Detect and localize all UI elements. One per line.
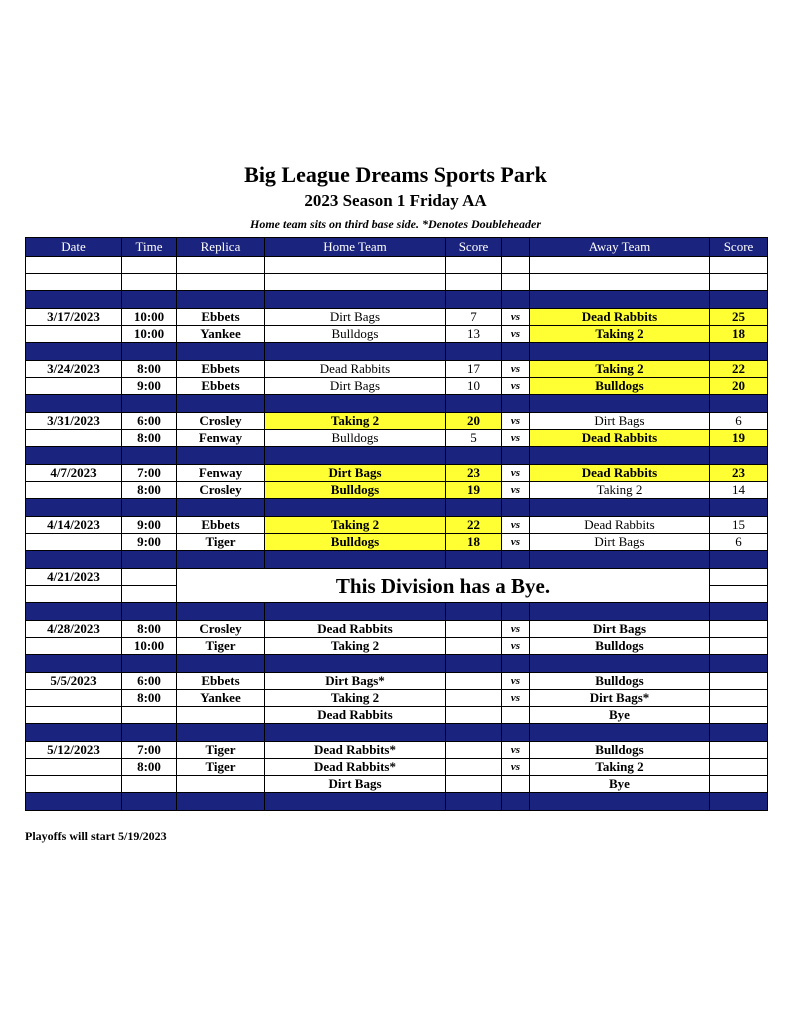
home-team-cell: Taking 2 [265, 690, 446, 707]
away-score-cell: 6 [710, 534, 768, 551]
week-separator-row [26, 447, 768, 465]
home-score-cell: 18 [446, 534, 502, 551]
date-cell: 3/24/2023 [26, 361, 122, 378]
time-cell [122, 586, 177, 603]
time-cell: 8:00 [122, 621, 177, 638]
col-header-home-score: Score [446, 238, 502, 257]
away-team-cell: Dead Rabbits [530, 465, 710, 482]
away-score-cell [710, 690, 768, 707]
replica-cell: Crosley [177, 413, 265, 430]
table-row [26, 361, 768, 378]
away-score-cell [710, 638, 768, 655]
col-header-time: Time [122, 238, 177, 257]
vs-cell: vs [502, 621, 530, 638]
replica-cell: Crosley [177, 482, 265, 499]
away-team-cell: Dead Rabbits [530, 309, 710, 326]
time-cell: 8:00 [122, 759, 177, 776]
page-title: Big League Dreams Sports Park [244, 162, 547, 187]
away-team-cell: Bulldogs [530, 638, 710, 655]
home-team-cell: Dead Rabbits* [265, 759, 446, 776]
replica-cell: Tiger [177, 742, 265, 759]
vs-cell: vs [502, 534, 530, 551]
away-team-cell: Dirt Bags [530, 621, 710, 638]
replica-cell: Yankee [177, 690, 265, 707]
replica-cell: Ebbets [177, 361, 265, 378]
time-cell: 10:00 [122, 309, 177, 326]
week-separator-row [26, 603, 768, 621]
away-score-cell: 20 [710, 378, 768, 395]
col-header-away-score: Score [710, 238, 768, 257]
time-cell: 10:00 [122, 326, 177, 343]
home-score-cell: 13 [446, 326, 502, 343]
home-team-cell: Dead Rabbits [265, 621, 446, 638]
away-score-cell: 18 [710, 326, 768, 343]
away-team-cell: Taking 2 [530, 482, 710, 499]
page-note: Home team sits on third base side. *Denotes Doubleheader [250, 217, 541, 231]
time-cell [122, 707, 177, 724]
away-score-cell: 23 [710, 465, 768, 482]
home-score-cell [446, 621, 502, 638]
away-team-cell: Bye [530, 707, 710, 724]
home-score-cell [446, 638, 502, 655]
home-score-cell [446, 707, 502, 724]
replica-cell [177, 776, 265, 793]
table-row [26, 430, 768, 447]
home-team-cell: Taking 2 [265, 517, 446, 534]
col-header-date: Date [26, 238, 122, 257]
away-score-cell [710, 742, 768, 759]
home-score-cell [446, 759, 502, 776]
vs-cell: vs [502, 517, 530, 534]
col-header-replica: Replica [177, 238, 265, 257]
home-team-cell: Dirt Bags [265, 309, 446, 326]
vs-cell [502, 707, 530, 724]
replica-cell: Tiger [177, 759, 265, 776]
time-cell: 8:00 [122, 690, 177, 707]
away-team-cell: Dead Rabbits [530, 430, 710, 447]
table-row [26, 534, 768, 551]
date-cell [26, 482, 122, 499]
vs-cell: vs [502, 361, 530, 378]
table-header-row [26, 238, 768, 257]
replica-cell: Tiger [177, 534, 265, 551]
away-score-cell [710, 673, 768, 690]
replica-cell: Yankee [177, 326, 265, 343]
replica-cell [177, 707, 265, 724]
home-score-cell: 5 [446, 430, 502, 447]
date-cell: 3/31/2023 [26, 413, 122, 430]
home-score-cell [446, 742, 502, 759]
home-score-cell: 7 [446, 309, 502, 326]
replica-cell: Tiger [177, 638, 265, 655]
playoffs-note: Playoffs will start 5/19/2023 [25, 829, 167, 843]
home-team-cell: Dirt Bags [265, 776, 446, 793]
away-team-cell: Taking 2 [530, 326, 710, 343]
home-score-cell: 17 [446, 361, 502, 378]
week-separator-row [26, 793, 768, 811]
vs-cell: vs [502, 378, 530, 395]
date-cell [26, 326, 122, 343]
week-separator-row [26, 655, 768, 673]
week-separator-row [26, 343, 768, 361]
time-cell: 7:00 [122, 742, 177, 759]
col-header-away-team: Away Team [530, 238, 710, 257]
away-team-cell: Dirt Bags* [530, 690, 710, 707]
away-team-cell: Dead Rabbits [530, 517, 710, 534]
table-row [26, 759, 768, 776]
table-row [26, 621, 768, 638]
home-team-cell: Taking 2 [265, 638, 446, 655]
blank-row [26, 274, 768, 291]
vs-cell: vs [502, 742, 530, 759]
home-team-cell: Bulldogs [265, 430, 446, 447]
replica-cell: Crosley [177, 621, 265, 638]
date-cell [26, 586, 122, 603]
date-cell [26, 638, 122, 655]
home-score-cell [446, 673, 502, 690]
vs-cell: vs [502, 673, 530, 690]
replica-cell: Ebbets [177, 378, 265, 395]
date-cell [26, 534, 122, 551]
home-score-cell: 20 [446, 413, 502, 430]
table-row [26, 569, 768, 586]
table-row [26, 378, 768, 395]
home-team-cell: Bulldogs [265, 534, 446, 551]
home-score-cell: 23 [446, 465, 502, 482]
vs-cell [502, 776, 530, 793]
home-team-cell: Dirt Bags* [265, 673, 446, 690]
replica-cell: Ebbets [177, 309, 265, 326]
vs-cell: vs [502, 759, 530, 776]
table-row [26, 673, 768, 690]
away-team-cell: Bulldogs [530, 742, 710, 759]
replica-cell: Ebbets [177, 517, 265, 534]
away-score-cell [710, 586, 768, 603]
date-cell: 5/12/2023 [26, 742, 122, 759]
time-cell: 8:00 [122, 430, 177, 447]
date-cell [26, 759, 122, 776]
home-team-cell: Dead Rabbits [265, 361, 446, 378]
bye-message: This Division has a Bye. [177, 569, 710, 603]
date-cell [26, 707, 122, 724]
home-score-cell: 22 [446, 517, 502, 534]
home-score-cell [446, 776, 502, 793]
away-score-cell [710, 569, 768, 586]
away-score-cell [710, 707, 768, 724]
replica-cell: Ebbets [177, 673, 265, 690]
away-team-cell: Bulldogs [530, 673, 710, 690]
col-header-home-team: Home Team [265, 238, 446, 257]
time-cell [122, 569, 177, 586]
date-cell: 4/28/2023 [26, 621, 122, 638]
vs-cell: vs [502, 430, 530, 447]
away-score-cell [710, 776, 768, 793]
table-row [26, 413, 768, 430]
away-score-cell [710, 621, 768, 638]
table-row [26, 482, 768, 499]
vs-cell: vs [502, 465, 530, 482]
away-score-cell: 19 [710, 430, 768, 447]
away-team-cell: Taking 2 [530, 759, 710, 776]
home-team-cell: Bulldogs [265, 326, 446, 343]
home-score-cell [446, 690, 502, 707]
date-cell: 5/5/2023 [26, 673, 122, 690]
table-row [26, 309, 768, 326]
away-team-cell: Dirt Bags [530, 413, 710, 430]
home-team-cell: Dead Rabbits [265, 707, 446, 724]
home-team-cell: Dirt Bags [265, 378, 446, 395]
home-score-cell: 19 [446, 482, 502, 499]
vs-cell: vs [502, 309, 530, 326]
home-team-cell: Taking 2 [265, 413, 446, 430]
replica-cell: Fenway [177, 430, 265, 447]
time-cell: 6:00 [122, 673, 177, 690]
time-cell: 9:00 [122, 517, 177, 534]
time-cell: 8:00 [122, 361, 177, 378]
away-team-cell: Bulldogs [530, 378, 710, 395]
week-separator-row [26, 499, 768, 517]
table-row [26, 742, 768, 759]
date-cell: 4/21/2023 [26, 569, 122, 586]
table-row [26, 776, 768, 793]
blank-row [26, 257, 768, 274]
away-score-cell [710, 759, 768, 776]
vs-cell: vs [502, 482, 530, 499]
away-team-cell: Dirt Bags [530, 534, 710, 551]
vs-cell: vs [502, 638, 530, 655]
home-team-cell: Dead Rabbits* [265, 742, 446, 759]
time-cell: 9:00 [122, 378, 177, 395]
table-row [26, 690, 768, 707]
col-header-vs [502, 238, 530, 257]
time-cell: 6:00 [122, 413, 177, 430]
week-separator-row [26, 724, 768, 742]
table-row [26, 326, 768, 343]
date-cell [26, 776, 122, 793]
table-row [26, 707, 768, 724]
week-separator-row [26, 551, 768, 569]
time-cell: 7:00 [122, 465, 177, 482]
week-separator-row [26, 395, 768, 413]
time-cell: 10:00 [122, 638, 177, 655]
vs-cell: vs [502, 413, 530, 430]
away-score-cell: 22 [710, 361, 768, 378]
date-cell [26, 378, 122, 395]
vs-cell: vs [502, 690, 530, 707]
week-separator-row [26, 291, 768, 309]
home-team-cell: Dirt Bags [265, 465, 446, 482]
home-score-cell: 10 [446, 378, 502, 395]
home-team-cell: Bulldogs [265, 482, 446, 499]
time-cell: 8:00 [122, 482, 177, 499]
date-cell [26, 430, 122, 447]
vs-cell: vs [502, 326, 530, 343]
date-cell: 4/7/2023 [26, 465, 122, 482]
away-score-cell: 14 [710, 482, 768, 499]
replica-cell: Fenway [177, 465, 265, 482]
date-cell: 3/17/2023 [26, 309, 122, 326]
away-score-cell: 6 [710, 413, 768, 430]
away-team-cell: Bye [530, 776, 710, 793]
away-score-cell: 25 [710, 309, 768, 326]
page-subtitle: 2023 Season 1 Friday AA [304, 191, 487, 210]
table-row [26, 465, 768, 482]
table-row [26, 638, 768, 655]
time-cell [122, 776, 177, 793]
table-row [26, 517, 768, 534]
date-cell [26, 690, 122, 707]
date-cell: 4/14/2023 [26, 517, 122, 534]
away-score-cell: 15 [710, 517, 768, 534]
time-cell: 9:00 [122, 534, 177, 551]
away-team-cell: Taking 2 [530, 361, 710, 378]
schedule-table [25, 237, 768, 811]
